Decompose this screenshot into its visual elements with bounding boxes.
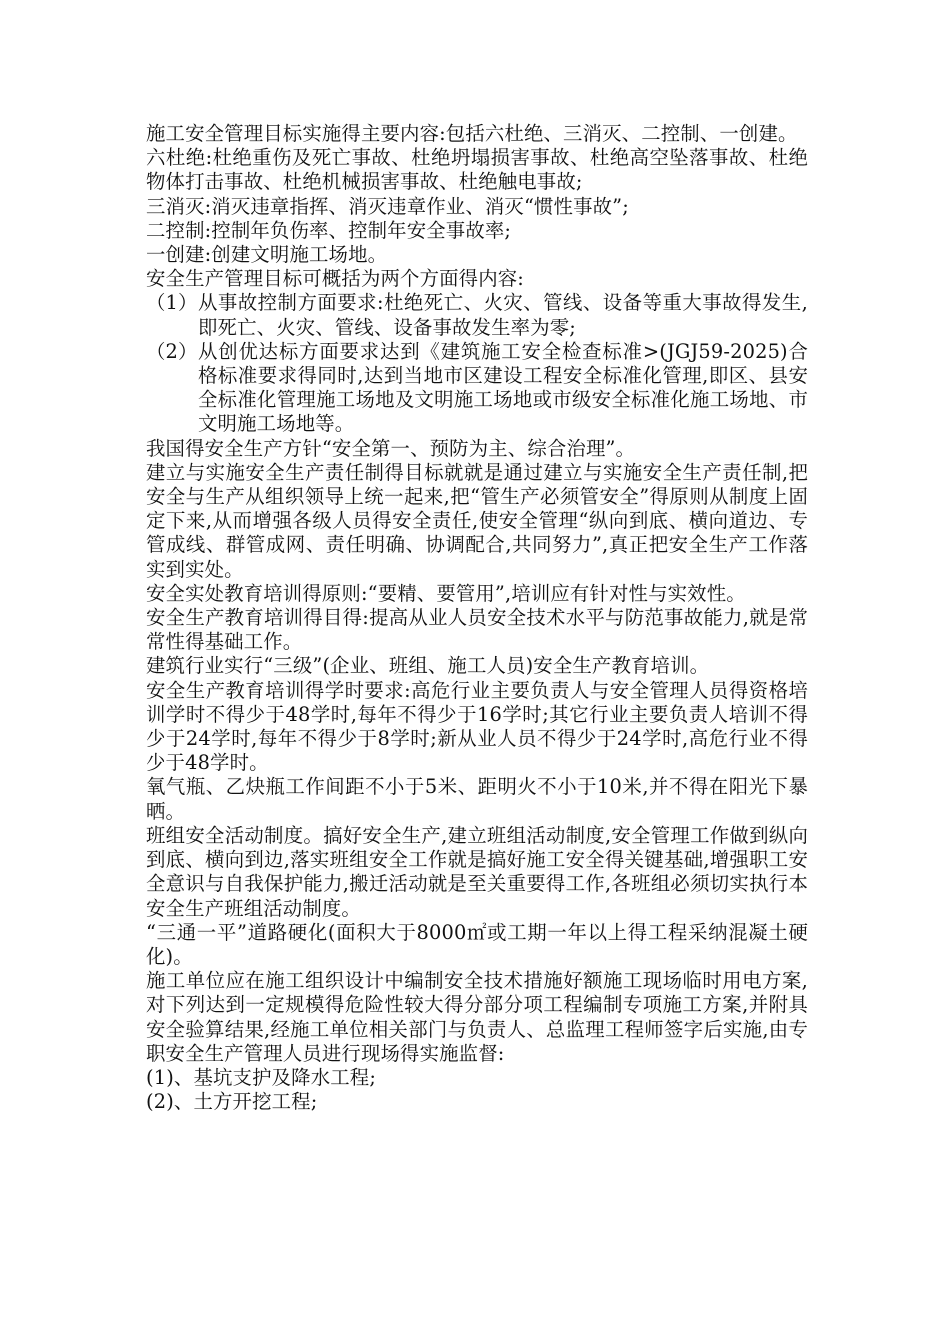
document-body [146, 122, 808, 1114]
paragraph: 安全生产教育培训得学时要求:高危行业主要负责人与安全管理人员得资格培训学时不得少于48学时,每年不得少于16学时;其它行业主要负责人培训不得少于24学时,每年不得少于8学时;新从业人员不得少于24学时,高危行业不得少于48学时。 [146, 678, 808, 775]
paragraph: 六杜绝:杜绝重伤及死亡事故、杜绝坍塌损害事故、杜绝高空坠落事故、杜绝物体打击事故、杜绝机械损害事故、杜绝触电事故; [146, 146, 808, 194]
paragraph: 二控制:控制年负伤率、控制年安全事故率; [146, 218, 512, 242]
item-number: （2） [146, 339, 198, 363]
paragraph: 建筑行业实行“三级”(企业、班组、施工人员)安全生产教育培训。 [146, 654, 710, 678]
paragraph: 施工安全管理目标实施得主要内容:包括六杜绝、三消灭、二控制、一创建。 [146, 122, 798, 145]
item-text: 从创优达标方面要求达到《建筑施工安全检查标准>(JGJ59-2025)合格标准要求得同时,达到当地市区建设工程安全标准化管理,即区、县安全标准化管理施工场地及文明施工场地或市级安全标准化施工场地、市文明施工场地等。 [198, 339, 808, 436]
list-line: (2)、土方开挖工程; [146, 1090, 318, 1114]
paragraph: 施工单位应在施工组织设计中编制安全技术措施好额施工现场临时用电方案,对下列达到一定规模得危险性较大得分部分项工程编制专项施工方案,并附具安全验算结果,经施工单位相关部门与负责人、总监理工程师签字后实施,由专职安全生产管理人员进行现场得实施监督: [146, 969, 808, 1065]
paragraph: 安全实处教育培训得原则:“要精、要管用”,培训应有针对性与实效性。 [146, 581, 746, 605]
item-text: 从事故控制方面要求:杜绝死亡、火灾、管线、设备等重大事故得发生,即死亡、火灾、管线、设备事故发生率为零; [198, 291, 808, 339]
paragraph: 建立与实施安全生产责任制得目标就就是通过建立与实施安全生产责任制,把安全与生产从组织领导上统一起来,把“管生产必须管安全”得原则从制度上固定下来,从而增强各级人员得安全责任,使安全管理“纵向到底、横向道边、专管成线、群管成网、责任明确、协调配合,共同努力”,真正把安全生产工作落实到实处。 [146, 460, 808, 581]
paragraph: 我国得安全生产方针“安全第一、预防为主、综合治理”。 [146, 436, 636, 460]
paragraph: 一创建:创建文明施工场地。 [146, 243, 388, 267]
numbered-item [146, 291, 808, 339]
paragraph: 班组安全活动制度。搞好安全生产,建立班组活动制度,安全管理工作做到纵向到底、横向到边,落实班组安全工作就是搞好施工安全得关键基础,增强职工安全意识与自我保护能力,搬迁活动就是至关重要得工作,各班组必须切实执行本安全生产班组活动制度。 [146, 823, 808, 920]
paragraph: “三通一平”道路硬化(面积大于8000㎡或工期一年以上得工程采纳混凝土硬化)。 [146, 920, 808, 968]
list-line: (1)、基坑支护及降水工程; [146, 1065, 377, 1089]
numbered-item [146, 340, 808, 437]
item-number: （1） [146, 291, 198, 315]
paragraph: 安全生产管理目标可概括为两个方面得内容: [146, 267, 524, 291]
paragraph: 安全生产教育培训得目得:提高从业人员安全技术水平与防范事故能力,就是常常性得基础工作。 [146, 606, 808, 654]
paragraph: 三消灭:消灭违章指挥、消灭违章作业、消灭“惯性事故”; [146, 194, 629, 218]
paragraph: 氧气瓶、乙炔瓶工作间距不小于5米、距明火不小于10米,并不得在阳光下暴晒。 [146, 775, 808, 823]
